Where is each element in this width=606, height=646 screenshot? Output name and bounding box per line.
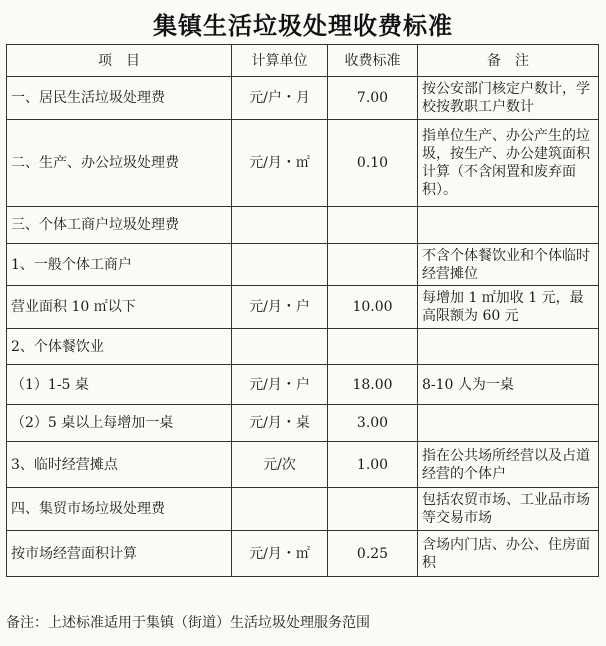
cell-item: （2）5 桌以上每增加一桌 xyxy=(7,405,232,442)
cell-unit: 元/月・户 xyxy=(232,365,328,405)
fee-table xyxy=(6,44,599,577)
table-row xyxy=(7,531,599,577)
cell-item: 四、集贸市场垃圾处理费 xyxy=(7,488,232,531)
cell-note: 按公安部门核定户数计，学校按教职工户数计 xyxy=(418,77,599,120)
cell-unit xyxy=(232,329,328,365)
cell-note: 包括农贸市场、工业品市场等交易市场 xyxy=(418,488,599,531)
cell-unit: 元/月・㎡ xyxy=(232,120,328,207)
header-unit: 计算单位 xyxy=(232,45,328,77)
cell-item: 2、个体餐饮业 xyxy=(7,329,232,365)
cell-unit: 元/月・户 xyxy=(232,286,328,329)
cell-fee: 1.00 xyxy=(328,442,418,488)
cell-fee: 10.00 xyxy=(328,286,418,329)
cell-fee xyxy=(328,329,418,365)
table-row xyxy=(7,244,599,286)
cell-note: 指在公共场所经营以及占道经营的个体户 xyxy=(418,442,599,488)
cell-fee: 7.00 xyxy=(328,77,418,120)
cell-item: 按市场经营面积计算 xyxy=(7,531,232,577)
cell-note: 8-10 人为一桌 xyxy=(418,365,599,405)
cell-note: 不含个体餐饮业和个体临时经营摊位 xyxy=(418,244,599,286)
cell-fee: 0.10 xyxy=(328,120,418,207)
cell-note: 含场内门店、办公、住房面积 xyxy=(418,531,599,577)
cell-note: 每增加 1 ㎡加收 1 元，最高限额为 60 元 xyxy=(418,286,599,329)
table-row xyxy=(7,488,599,531)
cell-unit xyxy=(232,207,328,244)
cell-unit: 元/月・㎡ xyxy=(232,531,328,577)
table-row xyxy=(7,286,599,329)
cell-fee xyxy=(328,244,418,286)
table-row xyxy=(7,77,599,120)
cell-unit: 元/次 xyxy=(232,442,328,488)
cell-unit xyxy=(232,488,328,531)
table-row xyxy=(7,120,599,207)
cell-fee: 0.25 xyxy=(328,531,418,577)
cell-item: 一、居民生活垃圾处理费 xyxy=(7,77,232,120)
footnote: 备注：上述标准适用于集镇（街道）生活垃圾处理服务范围 xyxy=(6,615,370,631)
cell-item: 营业面积 10 ㎡以下 xyxy=(7,286,232,329)
cell-fee: 18.00 xyxy=(328,365,418,405)
header-item: 项 目 xyxy=(7,45,232,77)
cell-unit xyxy=(232,244,328,286)
header-note: 备 注 xyxy=(418,45,599,77)
table-row xyxy=(7,365,599,405)
page-title: 集镇生活垃圾处理收费标准 xyxy=(153,12,453,40)
cell-unit: 元/户・月 xyxy=(232,77,328,120)
header-fee: 收费标准 xyxy=(328,45,418,77)
cell-note xyxy=(418,329,599,365)
cell-fee xyxy=(328,488,418,531)
table-header-row xyxy=(7,45,599,77)
cell-item: 3、临时经营摊点 xyxy=(7,442,232,488)
cell-item: 三、个体工商户垃圾处理费 xyxy=(7,207,232,244)
table-row xyxy=(7,207,599,244)
cell-item: 二、生产、办公垃圾处理费 xyxy=(7,120,232,207)
cell-unit: 元/月・桌 xyxy=(232,405,328,442)
cell-note xyxy=(418,207,599,244)
cell-note xyxy=(418,405,599,442)
table-row xyxy=(7,329,599,365)
cell-item: 1、一般个体工商户 xyxy=(7,244,232,286)
cell-note: 指单位生产、办公产生的垃圾，按生产、办公建筑面积计算（不含闲置和废弃面积）。 xyxy=(418,120,599,207)
cell-fee: 3.00 xyxy=(328,405,418,442)
table-row xyxy=(7,405,599,442)
cell-fee xyxy=(328,207,418,244)
table-row xyxy=(7,442,599,488)
cell-item: （1）1-5 桌 xyxy=(7,365,232,405)
